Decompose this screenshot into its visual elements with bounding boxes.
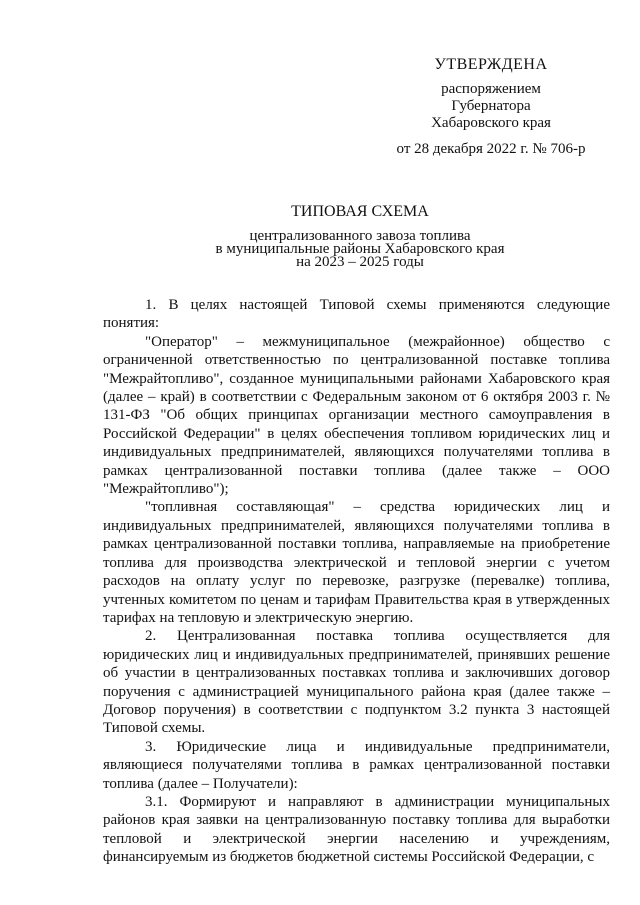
- paragraph-fuel-component-definition: "топливная составляющая" – средства юридических лиц и индивидуальных предпринимателей, являющихся получателями топлива в рамках централизованной поставки топлива, направляемые на приобретение топлива для производства электрической и тепловой энергии с учетом расходов на оплату услуг по перевозке, разгрузке (перевалке) топлива, учтенных комитетом по ценам и тарифам Правительства края в утвержденных тарифах на тепловую и электрическую энергию.: [103, 499, 610, 626]
- document-subtitle-3: на 2023 – 2025 годы: [296, 254, 424, 270]
- approval-status: УТВЕРЖДЕНА: [434, 56, 548, 73]
- approval-line-1: распоряжением: [441, 81, 541, 97]
- approval-line-2: Губернатора: [451, 98, 531, 114]
- document-subtitle-1: централизованного завоза топлива: [249, 228, 471, 244]
- document-heading: [100, 205, 620, 269]
- paragraph-3: 3. Юридические лица и индивидуальные предприниматели, являющиеся получателями топлива в рамках централизованной поставки топлива (далее – Получатели):: [103, 738, 610, 792]
- document-subtitle-2: в муниципальные районы Хабаровского края: [215, 241, 505, 257]
- paragraph-2: 2. Централизованная поставка топлива осуществляется для юридических лиц и индивидуальных предпринимателей, принявших решение об участии в централизованных поставках топлива и заключивших договор поручения с администрацией муниципального района края (далее также – Договор поручения) в соответствии с подпунктом 3.2 пункта 3 настоящей Типовой схемы.: [103, 628, 610, 737]
- paragraph-operator-definition: "Оператор" – межмуниципальное (межрайонное) общество с ограниченной ответственностью по централизованной поставке топлива "Межрайтопливо", созданное муниципальными районами Хабаровского края (далее – край) в соответствии с Федеральным законом от 6 октября 2003 г. № 131-ФЗ "Об общих принципах организации местного самоуправления в Российской Федерации" в целях обеспечения топливом юридических лиц и индивидуальных предпринимателей, являющихся получателями топлива в рамках централизованной поставки топлива (далее также – ООО "Межрайтопливо");: [103, 333, 610, 498]
- paragraph-1: 1. В целях настоящей Типовой схемы применяются следующие понятия:: [103, 297, 610, 332]
- approval-line-3: Хабаровского края: [431, 115, 551, 131]
- document-title: ТИПОВАЯ СХЕМА: [291, 203, 429, 220]
- approval-block: [380, 56, 602, 158]
- document-body: [103, 296, 610, 867]
- approval-date: от 28 декабря 2022 г. № 706-р: [396, 141, 586, 157]
- paragraph-3-1: 3.1. Формируют и направляют в администрации муниципальных районов края заявки на централизованную поставку топлива для выработки тепловой и электрической энергии населению и учреждениям, финансируемым из бюджетов бюджетной системы Российской Федерации, с: [103, 793, 610, 866]
